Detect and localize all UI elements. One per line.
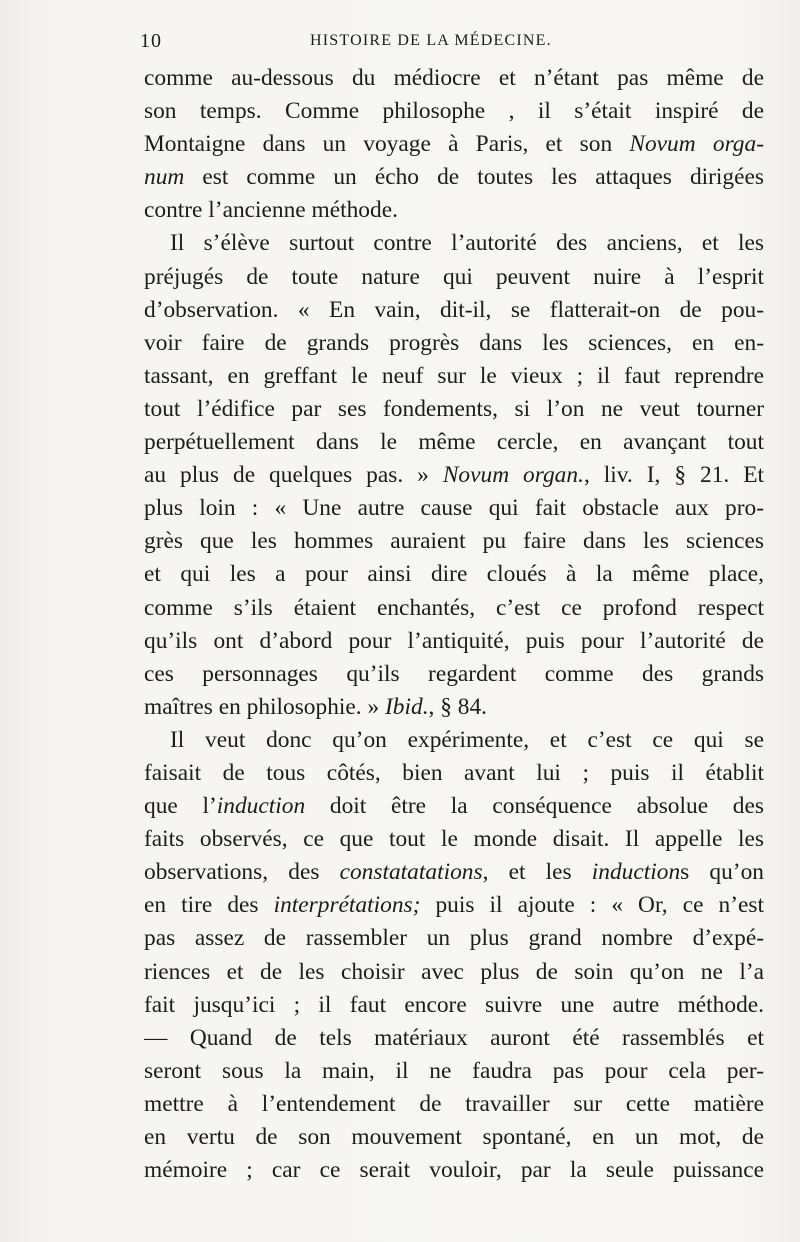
text-line: Il veut donc qu’on expérimente, et c’est ce qui se xyxy=(170,726,764,753)
text-line: pas assez de rassembler un plus grand nombre d’expé- xyxy=(144,925,764,952)
text-line: maîtres en philosophie. » Ibid., § 84. xyxy=(144,693,488,720)
body-text xyxy=(144,62,764,1187)
text-line: voir faire de grands progrès dans les sciences, en en- xyxy=(144,329,764,356)
text-line: au plus de quelques pas. » Novum organ., liv. I, § 21. Et xyxy=(144,462,764,489)
text-line: num est comme un écho de toutes les attaques dirigées xyxy=(144,164,764,191)
text-line: tout l’édifice par ses fondements, si l’on ne veut tourner xyxy=(144,395,764,422)
text-line: mettre à l’entendement de travailler sur cette matière xyxy=(144,1090,764,1117)
text-line: fait jusqu’ici ; il faut encore suivre une autre méthode. xyxy=(144,991,764,1018)
text-line: et qui les a pour ainsi dire cloués à la même place, xyxy=(144,561,764,588)
text-line: riences et de les choisir avec plus de soin qu’on ne l’a xyxy=(144,958,764,985)
text-line: seront sous la main, il ne faudra pas pour cela per- xyxy=(144,1057,764,1084)
page-header xyxy=(140,30,762,56)
text-line: Montaigne dans un voyage à Paris, et son Novum orga- xyxy=(144,131,764,158)
text-line: comme au-dessous du médiocre et n’étant pas même de xyxy=(144,65,764,91)
text-line: ces personnages qu’ils regardent comme des grands xyxy=(144,660,764,687)
text-line: plus loin : « Une autre cause qui fait obstacle aux pro- xyxy=(144,495,764,522)
text-line: Il s’élève surtout contre l’autorité des anciens, et les xyxy=(170,230,764,257)
running-title: HISTOIRE DE LA MÉDECINE. xyxy=(310,32,552,49)
text-line: grès que les hommes auraient pu faire dans les sciences xyxy=(144,528,764,555)
text-line: préjugés de toute nature qui peuvent nuire à l’esprit xyxy=(144,263,764,290)
text-line: en tire des interprétations; puis il ajoute : « Or, ce n’est xyxy=(144,892,764,919)
text-line: tassant, en greffant le neuf sur le vieux ; il faut reprendre xyxy=(144,362,764,389)
text-line: qu’ils ont d’abord pour l’antiquité, puis pour l’autorité de xyxy=(144,627,764,654)
text-line: contre l’ancienne méthode. xyxy=(144,197,398,224)
text-line: que l’induction doit être la conséquence absolue des xyxy=(144,793,764,820)
text-line: comme s’ils étaient enchantés, c’est ce profond respect xyxy=(144,594,764,621)
page-number: 10 xyxy=(140,30,162,52)
text-line: faisait de tous côtés, bien avant lui ; puis il établit xyxy=(144,759,764,786)
text-line: perpétuellement dans le même cercle, en avançant tout xyxy=(144,429,764,456)
text-line: faits observés, ce que tout le monde disait. Il appelle les xyxy=(144,826,764,853)
text-line: en vertu de son mouvement spontané, en un mot, de xyxy=(144,1124,764,1150)
text-line: mémoire ; car ce serait vouloir, par la seule puissance xyxy=(144,1157,764,1184)
text-line: observations, des constatatations, et les inductions qu’on xyxy=(144,859,764,886)
text-line: d’observation. « En vain, dit-il, se flatterait-on de pou- xyxy=(144,296,764,323)
text-line: son temps. Comme philosophe , il s’était inspiré de xyxy=(144,98,764,125)
text-line: — Quand de tels matériaux auront été rassemblés et xyxy=(144,1024,764,1051)
